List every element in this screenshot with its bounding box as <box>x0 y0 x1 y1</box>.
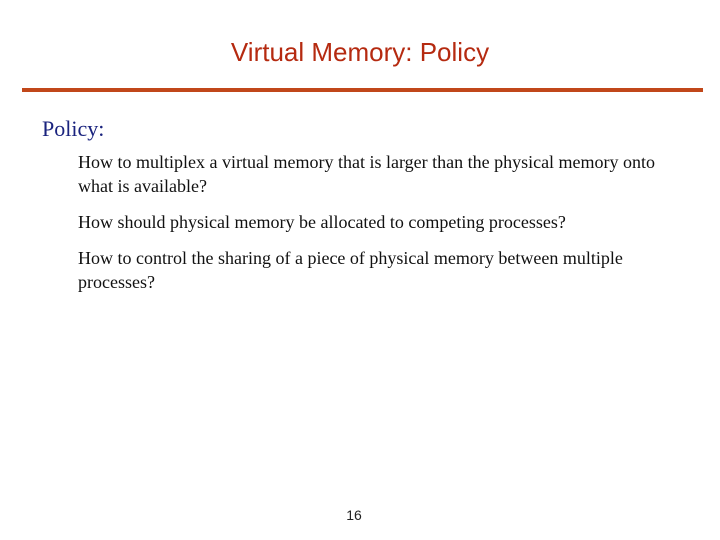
bullet-list <box>78 150 678 306</box>
bullet-item-allocation: How should physical memory be allocated to competing processes? <box>78 212 566 232</box>
bullet-item-multiplex: How to multiplex a virtual memory that is larger than the physical memory onto what is available? <box>78 152 656 196</box>
slide-title: Virtual Memory: Policy <box>230 37 490 67</box>
title-divider <box>22 88 703 92</box>
page-number: 16 <box>346 507 362 523</box>
bullet-item-sharing: How to control the sharing of a piece of physical memory between multiple processes? <box>78 248 623 292</box>
section-heading: Policy: <box>42 116 105 141</box>
